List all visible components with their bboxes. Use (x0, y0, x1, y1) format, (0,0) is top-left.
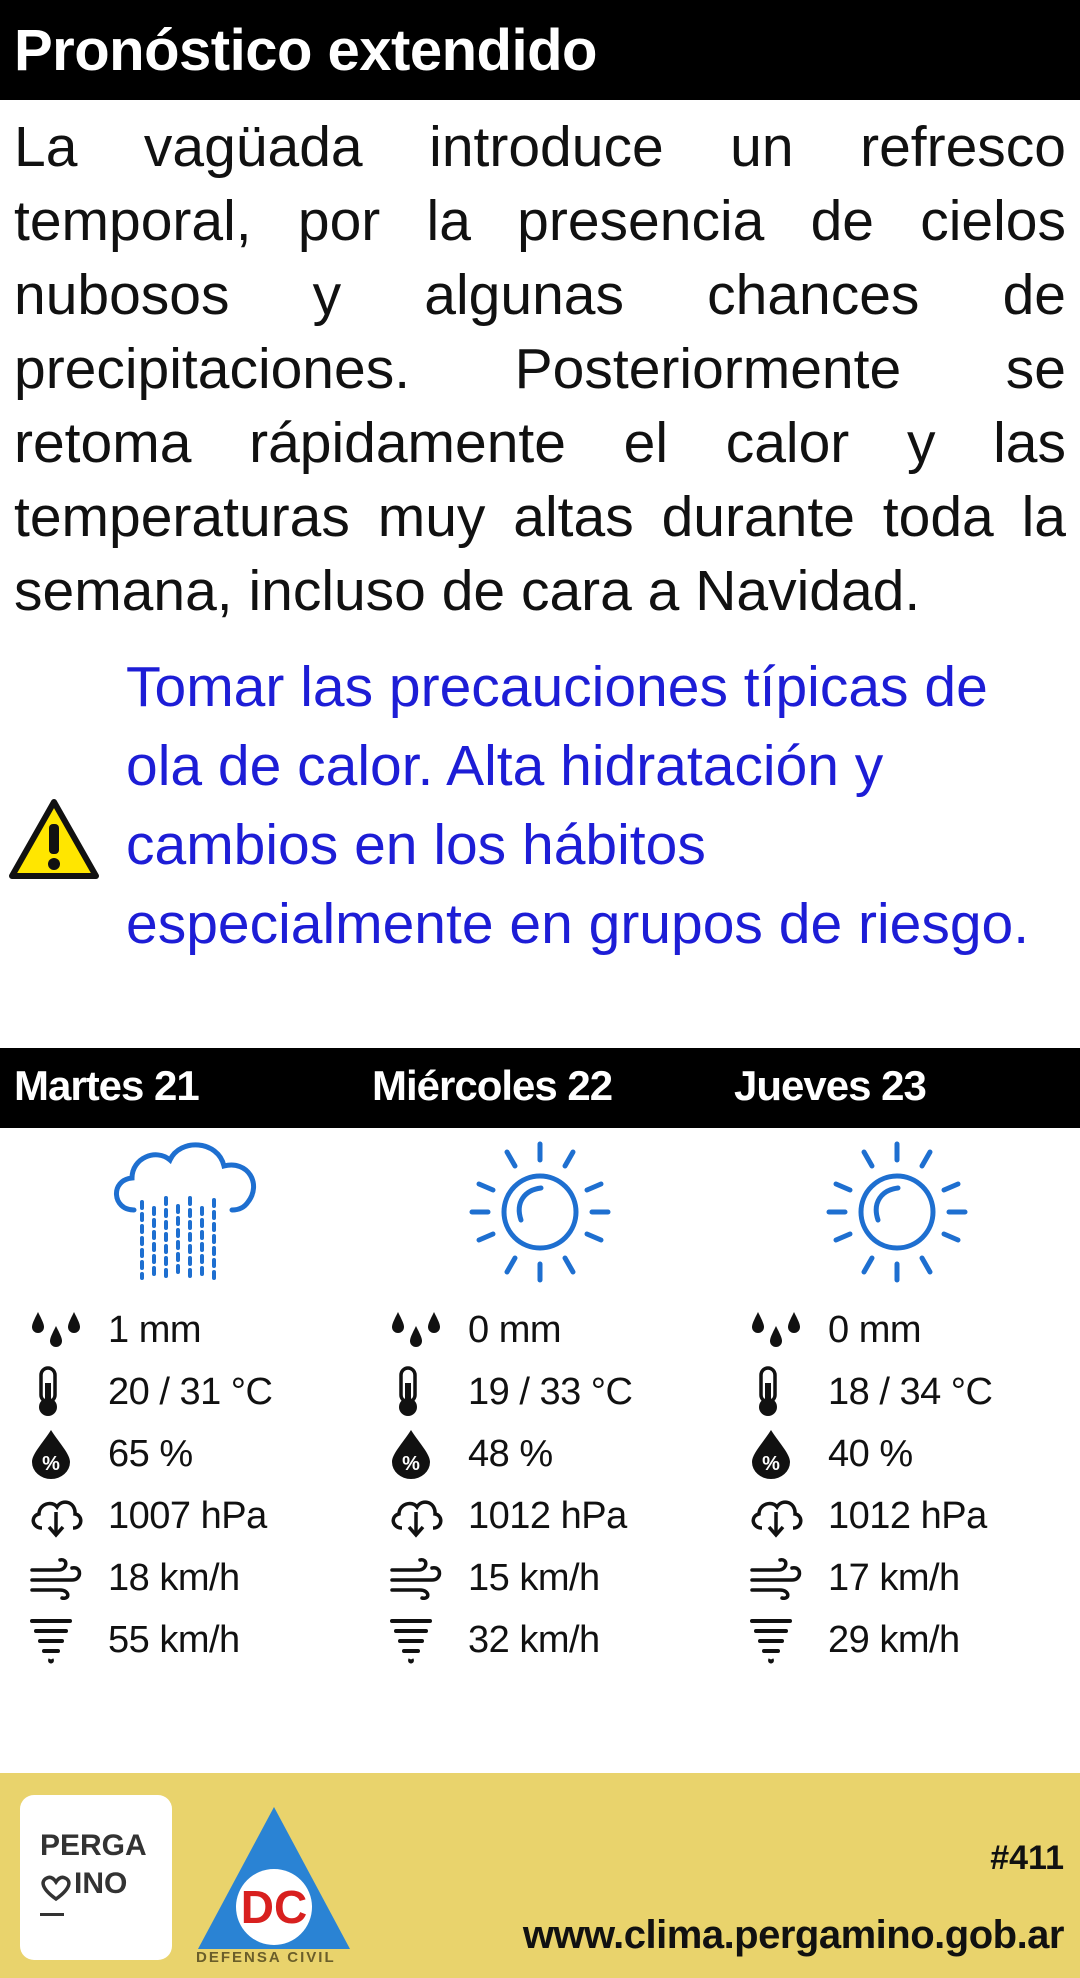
gust-icon (28, 1615, 88, 1665)
warning-text: Tomar las precauciones típicas de ola de calor. Alta hidratación y cambios en los hábitos especialmente en grupos de riesgo. (126, 655, 1030, 956)
temp-row (748, 1362, 992, 1422)
precip-row (388, 1300, 561, 1360)
svg-text:%: % (402, 1453, 420, 1475)
logo-underline (40, 1913, 64, 1916)
rain-cloud-icon (98, 1128, 268, 1288)
sun-icon (455, 1128, 625, 1288)
humidity-value: 48 % (468, 1432, 553, 1475)
pressure-row (388, 1486, 627, 1546)
svg-text:%: % (762, 1453, 780, 1475)
pressure-icon (28, 1491, 88, 1541)
precip-value: 1 mm (108, 1308, 201, 1351)
humidity-row (748, 1424, 913, 1484)
humidity-icon (388, 1429, 448, 1479)
humidity-value: 40 % (828, 1432, 913, 1475)
gust-icon (748, 1615, 808, 1665)
pressure-value: 1012 hPa (468, 1494, 627, 1537)
heart-icon (38, 1875, 74, 1903)
precipitation-icon (388, 1305, 448, 1355)
precipitation-icon (28, 1305, 88, 1355)
humidity-row (28, 1424, 193, 1484)
day-label-2: Miércoles 22 (372, 1062, 613, 1109)
precip-row (748, 1300, 921, 1360)
precip-row (28, 1300, 201, 1360)
gust-value: 29 km/h (828, 1618, 960, 1661)
page-title: Pronóstico extendido (14, 17, 597, 83)
sun-icon (812, 1128, 982, 1288)
pressure-icon (388, 1491, 448, 1541)
gust-row (388, 1610, 600, 1670)
gust-row (28, 1610, 240, 1670)
gust-icon (388, 1615, 448, 1665)
wind-icon (388, 1553, 448, 1603)
warning-box (0, 648, 1080, 1038)
pressure-value: 1012 hPa (828, 1494, 987, 1537)
header-bar (0, 0, 1080, 100)
thermometer-icon (28, 1367, 88, 1417)
post-number: #411 (990, 1839, 1064, 1877)
dc-letters: DC (240, 1881, 308, 1933)
defensa-civil-logo (194, 1803, 354, 1953)
wind-value: 18 km/h (108, 1556, 240, 1599)
temp-row (28, 1362, 272, 1422)
warning-triangle-icon (8, 798, 100, 880)
wind-row (748, 1548, 960, 1608)
forecast-description: La vagüada introduce un refresco temporal, por la presencia de cielos nubosos y algunas chances de precipitaciones. Posteriormente se retoma rápidamente el calor y las temperaturas muy altas durante toda la semana, incluso de cara a Navidad. (14, 115, 1066, 623)
humidity-value: 65 % (108, 1432, 193, 1475)
wind-icon (28, 1553, 88, 1603)
pressure-value: 1007 hPa (108, 1494, 267, 1537)
temp-value: 18 / 34 °C (828, 1370, 993, 1413)
thermometer-icon (388, 1367, 448, 1417)
footer (0, 1773, 1080, 1978)
pressure-icon (748, 1491, 808, 1541)
day-label-1: Martes 21 (14, 1062, 199, 1109)
wind-row (28, 1548, 240, 1608)
humidity-icon (28, 1429, 88, 1479)
pressure-row (28, 1486, 267, 1546)
thermometer-icon (748, 1367, 808, 1417)
wind-row (388, 1548, 600, 1608)
precip-value: 0 mm (828, 1308, 921, 1351)
wind-value: 17 km/h (828, 1556, 960, 1599)
temp-value: 19 / 33 °C (468, 1370, 633, 1413)
humidity-row (388, 1424, 553, 1484)
temp-value: 20 / 31 °C (108, 1370, 273, 1413)
gust-value: 32 km/h (468, 1618, 600, 1661)
gust-value: 55 km/h (108, 1618, 240, 1661)
pressure-row (748, 1486, 987, 1546)
wind-icon (748, 1553, 808, 1603)
defensa-civil-label: DEFENSA CIVIL (196, 1949, 336, 1966)
website-url: www.clima.pergamino.gob.ar (522, 1913, 1064, 1957)
humidity-icon (748, 1429, 808, 1479)
precipitation-icon (748, 1305, 808, 1355)
days-header (0, 1048, 1080, 1128)
wind-value: 15 km/h (468, 1556, 600, 1599)
temp-row (388, 1362, 632, 1422)
day-label-3: Jueves 23 (734, 1062, 926, 1109)
gust-row (748, 1610, 960, 1670)
svg-text:%: % (42, 1453, 60, 1475)
pergamino-logo: PERGA INO (20, 1795, 172, 1960)
precip-value: 0 mm (468, 1308, 561, 1351)
